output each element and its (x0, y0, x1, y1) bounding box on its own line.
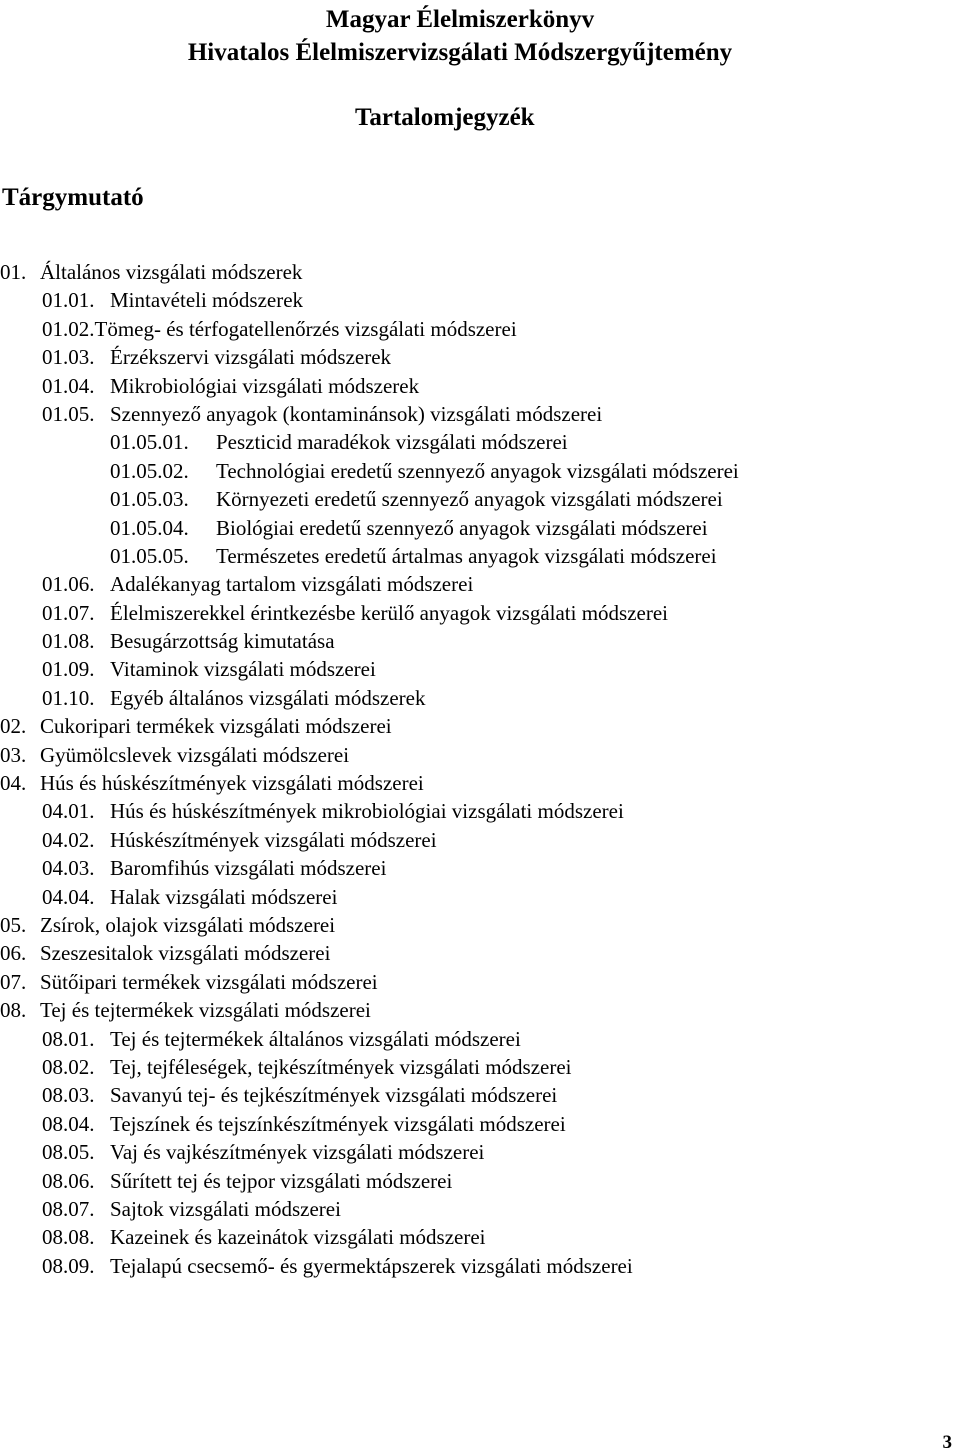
toc-entry-number: 04.04. (42, 884, 95, 909)
toc-entry-title: Környezeti eredetű szennyező anyagok vizsgálati módszerei (216, 487, 723, 512)
toc-entry (0, 712, 739, 740)
toc-entry-number: 07. (0, 969, 27, 994)
toc-entry (0, 1138, 739, 1166)
toc-entry-title: Általános vizsgálati módszerek (40, 260, 303, 284)
table-of-contents (0, 258, 739, 1280)
toc-entry-number: 04.02. (42, 827, 95, 852)
toc-entry-title: Szeszesitalok vizsgálati módszerei (40, 941, 331, 966)
toc-entry-number: 01.01. (42, 288, 95, 313)
toc-entry (0, 1223, 739, 1251)
toc-entry-number: 08. (0, 998, 27, 1023)
toc-entry (0, 258, 739, 286)
toc-entry (0, 627, 739, 655)
toc-entry-number: 01.03. (42, 345, 95, 370)
toc-entry (0, 372, 739, 400)
toc-entry-number: 08.09. (42, 1253, 95, 1278)
toc-entry-title: Szennyező anyagok (kontaminánsok) vizsgálati módszerei (110, 401, 603, 426)
toc-entry-title: Tej és tejtermékek általános vizsgálati módszerei (110, 1026, 521, 1051)
toc-entry-number: 01.05.02. (110, 458, 189, 483)
toc-entry-number: 08.06. (42, 1168, 95, 1193)
toc-entry (0, 769, 739, 797)
toc-entry-number: 01.10. (42, 685, 95, 710)
toc-entry (0, 684, 739, 712)
toc-entry-title: Mikrobiológiai vizsgálati módszerek (110, 373, 420, 398)
toc-entry-number: 01.08. (42, 629, 95, 654)
toc-entry-number: 03. (0, 742, 27, 767)
toc-entry-title: Vitaminok vizsgálati módszerei (110, 657, 376, 682)
toc-entry-number: 01.05.05. (110, 543, 189, 568)
toc-entry (0, 1025, 739, 1053)
toc-entry-number: 01.05.01. (110, 430, 189, 455)
toc-entry (0, 286, 739, 314)
toc-entry-title: Besugárzottság kimutatása (110, 629, 335, 654)
toc-entry-number: 08.03. (42, 1083, 95, 1108)
toc-entry-title: Tej, tejféleségek, tejkészítmények vizsgálati módszerei (110, 1054, 572, 1079)
toc-entry-number: 01.05.04. (110, 515, 189, 540)
toc-entry-title: Halak vizsgálati módszerei (110, 884, 338, 909)
toc-entry-title: Tej és tejtermékek vizsgálati módszerei (40, 998, 371, 1023)
toc-entry-title: Húskészítmények vizsgálati módszerei (110, 827, 437, 852)
toc-entry (0, 542, 739, 570)
toc-entry (0, 343, 739, 371)
toc-entry-title: Zsírok, olajok vizsgálati módszerei (40, 912, 336, 937)
toc-entry-number: 01.02. (42, 316, 95, 341)
toc-entry-number: 08.05. (42, 1140, 95, 1165)
toc-heading: Tartalomjegyzék (355, 104, 535, 131)
toc-entry (0, 570, 739, 598)
toc-entry-title: Cukoripari termékek vizsgálati módszerei (40, 714, 392, 739)
toc-entry-title: Természetes eredetű ártalmas anyagok vizsgálati módszerei (216, 543, 717, 568)
toc-entry-title: Technológiai eredetű szennyező anyagok vizsgálati módszerei (216, 458, 739, 483)
toc-entry-number: 08.07. (42, 1196, 95, 1221)
toc-entry-title: Sűrített tej és tejpor vizsgálati módszerei (110, 1168, 453, 1193)
toc-entry (0, 514, 739, 542)
toc-entry-number: 05. (0, 912, 27, 937)
toc-entry-title: Hús és húskészítmények mikrobiológiai vizsgálati módszerei (110, 799, 624, 824)
toc-entry (0, 854, 739, 882)
toc-entry-title: Savanyú tej- és tejkészítmények vizsgálati módszerei (110, 1083, 558, 1108)
index-heading: Tárgymutató (2, 184, 144, 211)
toc-entry (0, 1110, 739, 1138)
toc-entry-title: Tejszínek és tejszínkészítmények vizsgálati módszerei (110, 1111, 566, 1136)
toc-entry (0, 939, 739, 967)
toc-entry-title: Vaj és vajkészítmények vizsgálati módszerei (110, 1140, 485, 1165)
toc-entry (0, 400, 739, 428)
document-title-line-2: Hivatalos Élelmiszervizsgálati Módszergyűjtemény (187, 39, 733, 66)
toc-entry-number: 01. (0, 260, 27, 284)
toc-entry (0, 883, 739, 911)
toc-entry-title: Sajtok vizsgálati módszerei (110, 1196, 341, 1221)
toc-entry-title: Érzékszervi vizsgálati módszerek (110, 345, 392, 370)
toc-entry-title: Egyéb általános vizsgálati módszerek (110, 685, 426, 710)
toc-entry (0, 428, 739, 456)
toc-entry-title: Tömeg- és térfogatellenőrzés vizsgálati módszerei (94, 316, 517, 341)
toc-entry-title: Mintavételi módszerek (110, 288, 304, 313)
toc-entry-number: 02. (0, 714, 27, 739)
toc-entry (0, 457, 739, 485)
toc-entry-title: Tejalapú csecsemő- és gyermektápszerek vizsgálati módszerei (110, 1253, 633, 1278)
toc-entry-title: Sütőipari termékek vizsgálati módszerei (40, 969, 378, 994)
toc-entry-number: 08.01. (42, 1026, 95, 1051)
toc-entry (0, 826, 739, 854)
toc-entry-number: 01.04. (42, 373, 95, 398)
toc-entry-number: 01.05. (42, 401, 95, 426)
toc-entry (0, 797, 739, 825)
page-number: 3 (942, 1432, 952, 1453)
toc-entry-title: Kazeinek és kazeinátok vizsgálati módszerei (110, 1225, 486, 1250)
toc-entry (0, 1252, 739, 1280)
toc-entry-title: Gyümölcslevek vizsgálati módszerei (40, 742, 350, 767)
document-title-line-1: Magyar Élelmiszerkönyv (325, 6, 595, 33)
toc-entry (0, 1167, 739, 1195)
toc-entry-number: 04.03. (42, 856, 95, 881)
toc-entry-number: 08.08. (42, 1225, 95, 1250)
toc-entry-number: 06. (0, 941, 27, 966)
toc-entry (0, 599, 739, 627)
toc-entry-title: Hús és húskészítmények vizsgálati módszerei (40, 771, 424, 796)
toc-entry-number: 01.09. (42, 657, 95, 682)
toc-entry (0, 655, 739, 683)
toc-entry-number: 08.02. (42, 1054, 95, 1079)
toc-entry-number: 08.04. (42, 1111, 95, 1136)
toc-entry-number: 04.01. (42, 799, 95, 824)
toc-entry-number: 01.06. (42, 572, 95, 597)
toc-entry (0, 1195, 739, 1223)
toc-entry-title: Baromfihús vizsgálati módszerei (110, 856, 387, 881)
toc-entry-number: 01.07. (42, 600, 95, 625)
toc-entry-title: Peszticid maradékok vizsgálati módszerei (216, 430, 568, 455)
toc-entry (0, 996, 739, 1024)
toc-entry-title: Adalékanyag tartalom vizsgálati módszerei (110, 572, 474, 597)
toc-entry (0, 911, 739, 939)
toc-entry (0, 315, 739, 343)
toc-entry (0, 1081, 739, 1109)
toc-entry (0, 1053, 739, 1081)
toc-entry (0, 485, 739, 513)
toc-entry (0, 741, 739, 769)
toc-entry (0, 968, 739, 996)
toc-entry-title: Élelmiszerekkel érintkezésbe kerülő anyagok vizsgálati módszerei (110, 600, 669, 625)
toc-entry-title: Biológiai eredetű szennyező anyagok vizsgálati módszerei (216, 515, 708, 540)
toc-entry-number: 01.05.03. (110, 487, 189, 512)
toc-entry-number: 04. (0, 771, 27, 796)
